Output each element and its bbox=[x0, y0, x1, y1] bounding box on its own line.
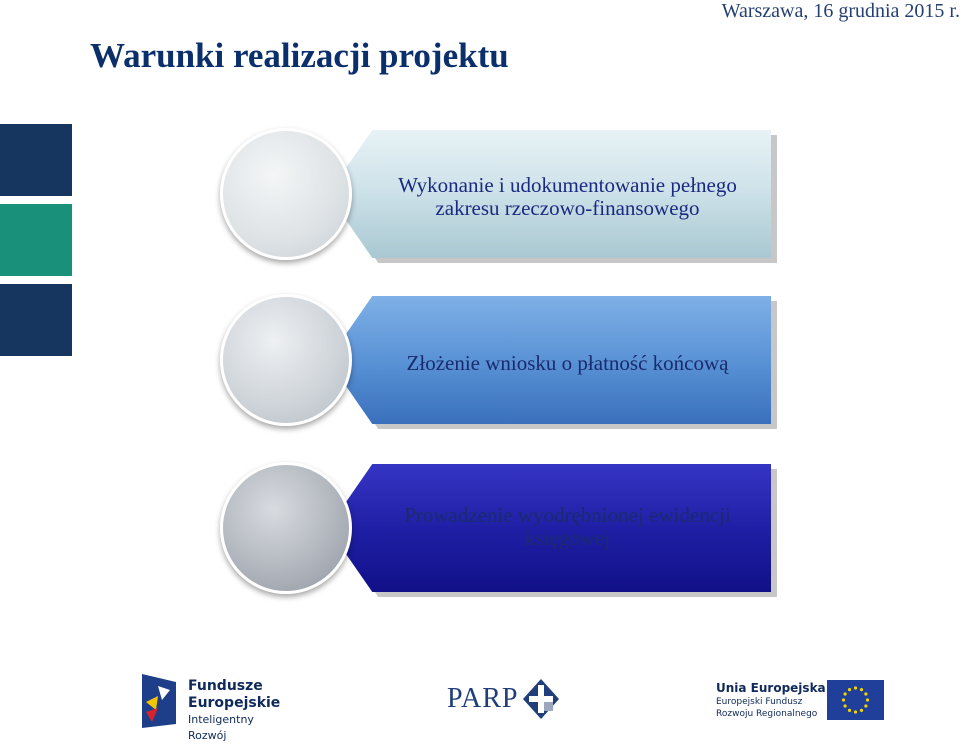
page-title: Warunki realizacji projektu bbox=[90, 36, 509, 75]
circle-bullet-2 bbox=[220, 294, 352, 426]
parp-mark-icon bbox=[523, 679, 559, 719]
item-1-text bbox=[365, 130, 770, 264]
fe-line-1: Fundusze bbox=[188, 678, 263, 694]
fundusze-europejskie-logo bbox=[142, 670, 292, 742]
item-2-text bbox=[365, 296, 770, 430]
item-3-line-2: księgowej bbox=[524, 526, 611, 550]
unia-europejska-logo bbox=[716, 680, 886, 724]
fe-line-2: Europejskie bbox=[188, 695, 281, 711]
decor-block-navy-bottom bbox=[0, 284, 72, 356]
item-3-text bbox=[365, 464, 770, 598]
list-item-3 bbox=[220, 464, 780, 598]
eu-line-2: Europejski Fundusz bbox=[716, 697, 803, 707]
item-1-line-1: Wykonanie i udokumentowanie pełnego bbox=[398, 173, 737, 197]
date-label: Warszawa, 16 grudnia 2015 r. bbox=[721, 0, 960, 22]
eu-line-3: Rozwoju Regionalnego bbox=[716, 709, 818, 719]
eu-line-1: Unia Europejska bbox=[716, 681, 826, 695]
decor-block-teal bbox=[0, 204, 72, 276]
fe-flag-icon bbox=[142, 674, 176, 728]
fe-line-3: Inteligentny Rozwój bbox=[188, 713, 254, 742]
list-item-1 bbox=[220, 130, 780, 264]
item-1-line-2: zakresu rzeczowo-finansowego bbox=[435, 196, 700, 220]
parp-logo bbox=[447, 679, 559, 723]
list-item-2 bbox=[220, 296, 780, 430]
item-3-line-1: Prowadzenie wyodrębnionej ewidencji bbox=[404, 503, 731, 527]
item-2-line-1: Złożenie wniosku o płatność końcową bbox=[406, 350, 729, 375]
decor-block-navy-top bbox=[0, 124, 72, 196]
parp-text: PARP bbox=[447, 683, 519, 714]
circle-bullet-1 bbox=[220, 128, 352, 260]
eu-flag-icon bbox=[827, 680, 884, 720]
circle-bullet-3 bbox=[220, 462, 352, 594]
